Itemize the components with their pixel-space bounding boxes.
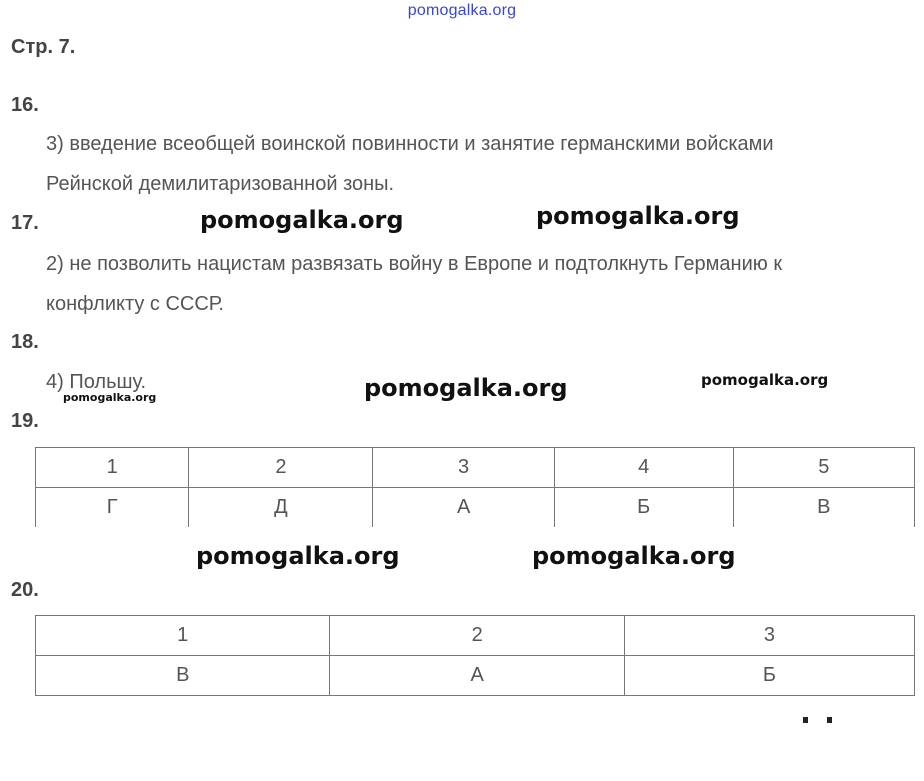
table-cell: 4 — [554, 448, 733, 488]
table-cell: 1 — [36, 616, 330, 656]
question-number-16: 16. — [11, 94, 39, 116]
question-number-17: 17. — [11, 212, 39, 234]
question-number-18: 18. — [11, 331, 39, 353]
watermark: pomogalka.org — [364, 374, 568, 402]
table-cell: А — [330, 656, 624, 696]
answer-16-line-1: 3) введение всеобщей воинской повинности и занятие германскими войсками — [46, 133, 774, 155]
table-cell: В — [36, 656, 330, 696]
table-header-row — [36, 616, 915, 656]
answer-table-19 — [35, 447, 915, 527]
table-cell: В — [733, 488, 915, 528]
answer-17-line-1: 2) не позволить нацистам развязать войну в Европе и подтолкнуть Германию к — [46, 253, 783, 275]
table-cell: 1 — [36, 448, 189, 488]
table-row — [36, 656, 915, 696]
table-cell: 3 — [373, 448, 554, 488]
answer-17 — [46, 244, 906, 324]
table-cell: Б — [624, 656, 914, 696]
watermark: pomogalka.org — [536, 202, 740, 230]
table-cell: Г — [36, 488, 189, 528]
watermark: pomogalka.org — [701, 371, 829, 389]
watermark: pomogalka.org — [196, 542, 400, 570]
answer-16 — [46, 124, 906, 204]
question-number-20: 20. — [11, 579, 39, 601]
table-cell: 2 — [330, 616, 624, 656]
table-header-row — [36, 448, 915, 488]
page-label: Стр. 7. — [11, 36, 76, 58]
answer-16-line-2: Рейнской демилитаризованной зоны. — [46, 173, 395, 195]
table-cell: 2 — [189, 448, 373, 488]
watermark: pomogalka.org — [532, 542, 736, 570]
table-cell: 3 — [624, 616, 914, 656]
table-cell: Б — [554, 488, 733, 528]
watermark: pomogalka.org — [200, 206, 404, 234]
site-header-watermark: pomogalka.org — [407, 2, 517, 19]
question-number-19: 19. — [11, 410, 39, 432]
answer-table-20 — [35, 615, 915, 696]
table-cell: Д — [189, 488, 373, 528]
table-row — [36, 488, 915, 528]
table-cell: А — [373, 488, 554, 528]
watermark: pomogalka.org — [63, 391, 157, 404]
table-cell: 5 — [733, 448, 915, 488]
answer-17-line-2: конфликту с СССР. — [46, 293, 224, 315]
answer-18-line-1: 4) Польшу. — [46, 371, 147, 393]
